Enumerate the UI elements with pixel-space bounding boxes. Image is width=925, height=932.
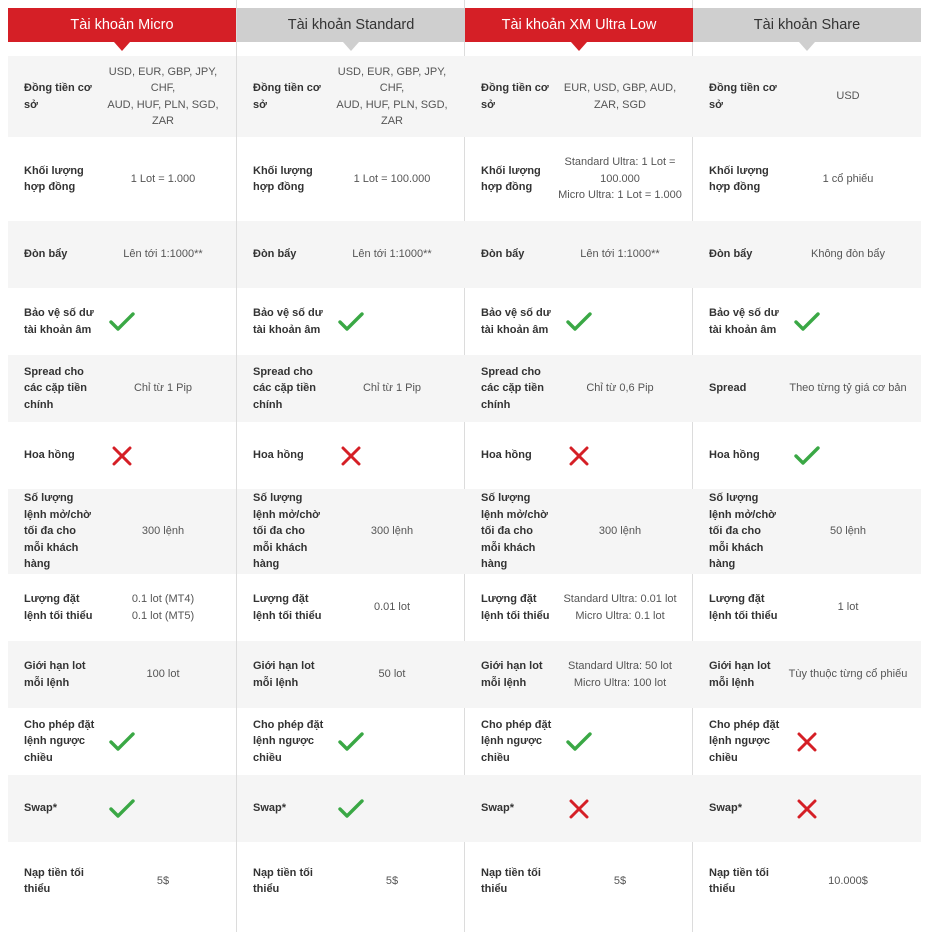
row-label: Swap* [24, 802, 58, 815]
row-label: Swap* [253, 802, 287, 815]
account-column-standard [237, 0, 465, 932]
row-value: 1 cổ phiếu [822, 172, 874, 185]
row-label: Đồng tiền cơ sở [481, 82, 549, 111]
row-label: Swap* [481, 802, 515, 815]
row-value: USD [836, 90, 860, 103]
cross-icon [793, 797, 821, 821]
check-icon [565, 310, 593, 334]
tab-pointer [343, 42, 359, 51]
row-label: Giới hạn lot mỗi lệnh [253, 660, 315, 689]
table-row [693, 641, 921, 708]
table-row [237, 775, 465, 842]
row-label: Đồng tiền cơ sở [24, 82, 92, 111]
check-icon [793, 310, 821, 334]
table-row [465, 288, 693, 355]
account-tab-standard[interactable] [237, 8, 465, 42]
table-row [465, 574, 693, 641]
table-row [8, 641, 236, 708]
check-icon [337, 797, 365, 821]
table-row [693, 842, 921, 920]
row-label: Hoa hồng [481, 449, 532, 462]
row-label: Số lượng lệnh mở/chờ tối đa cho mỗi khách hàng [481, 492, 548, 571]
cross-icon [565, 444, 593, 468]
row-label: Hoa hồng [24, 449, 75, 462]
row-value: Lên tới 1:1000** [580, 248, 660, 261]
cross-icon [793, 730, 821, 754]
row-label: Lượng đặt lệnh tối thiểu [709, 593, 778, 622]
row-label: Bảo vệ số dư tài khoản âm [24, 307, 94, 336]
row-label: Số lượng lệnh mở/chờ tối đa cho mỗi khách hàng [709, 492, 776, 571]
row-label: Khối lượng hợp đồng [709, 164, 769, 193]
table-row [693, 56, 921, 137]
row-value: 10.000$ [828, 874, 868, 887]
table-row [465, 355, 693, 422]
table-row [465, 137, 693, 221]
row-label: Khối lượng hợp đồng [253, 164, 313, 193]
row-value: USD, EUR, GBP, JPY, CHF, AUD, HUF, PLN, SGD, ZAR [336, 65, 448, 127]
account-column-share [693, 0, 921, 932]
check-icon [108, 797, 136, 821]
check-icon [565, 730, 593, 754]
table-row [693, 221, 921, 288]
table-row [465, 775, 693, 842]
row-value: 5$ [156, 874, 170, 887]
table-row [8, 422, 236, 489]
check-icon [337, 730, 365, 754]
tab-pointer [799, 42, 815, 51]
check-icon [793, 444, 821, 468]
row-value: 5$ [613, 874, 627, 887]
row-value: Theo từng tỷ giá cơ bản [789, 382, 907, 395]
row-value: 5$ [385, 874, 399, 887]
row-label: Bảo vệ số dư tài khoản âm [709, 307, 779, 336]
table-row [693, 574, 921, 641]
table-row [465, 842, 693, 920]
row-label: Số lượng lệnh mở/chờ tối đa cho mỗi khách hàng [24, 492, 91, 571]
account-tab-title: Tài khoản Standard [287, 17, 415, 33]
row-value: 1 Lot = 100.000 [353, 172, 431, 185]
row-label: Khối lượng hợp đồng [481, 164, 541, 193]
table-row [693, 137, 921, 221]
table-row [465, 221, 693, 288]
row-label: Nạp tiền tối thiểu [709, 866, 769, 895]
table-row [8, 56, 236, 137]
table-row [8, 574, 236, 641]
table-row [693, 775, 921, 842]
table-row [465, 641, 693, 708]
row-label: Spread cho các cặp tiền chính [481, 365, 544, 411]
row-label: Số lượng lệnh mở/chờ tối đa cho mỗi khách hàng [253, 492, 320, 571]
table-row [237, 489, 465, 574]
row-label: Spread cho các cặp tiền chính [24, 365, 87, 411]
row-value: 300 lệnh [141, 525, 185, 538]
table-row [8, 288, 236, 355]
row-value: Chỉ từ 1 Pip [133, 382, 193, 395]
table-row [237, 288, 465, 355]
check-icon [337, 310, 365, 334]
row-label: Lượng đặt lệnh tối thiểu [24, 593, 93, 622]
check-icon [108, 730, 136, 754]
row-label: Đồng tiền cơ sở [253, 82, 321, 111]
account-tab-title: Tài khoản Share [753, 17, 861, 33]
row-label: Hoa hồng [709, 449, 760, 462]
account-column-micro [8, 0, 236, 932]
row-value: Standard Ultra: 50 lot Micro Ultra: 100 lot [568, 660, 672, 689]
account-column-ultra-low [465, 0, 693, 932]
table-row [693, 355, 921, 422]
row-label: Spread cho các cặp tiền chính [253, 365, 316, 411]
table-row [8, 775, 236, 842]
cross-icon [337, 444, 365, 468]
table-row [8, 842, 236, 920]
row-label: Cho phép đặt lệnh ngược chiều [709, 718, 780, 764]
row-label: Đòn bẩy [24, 248, 68, 261]
table-row [465, 422, 693, 489]
table-row [237, 422, 465, 489]
table-row [8, 708, 236, 775]
row-label: Giới hạn lot mỗi lệnh [481, 660, 543, 689]
table-row [237, 56, 465, 137]
row-label: Đòn bẩy [481, 248, 525, 261]
table-row [465, 56, 693, 137]
row-value: Standard Ultra: 0.01 lot Micro Ultra: 0.1 lot [563, 593, 677, 622]
table-row [693, 708, 921, 775]
row-label: Cho phép đặt lệnh ngược chiều [481, 718, 552, 764]
row-label: Spread [709, 382, 747, 395]
table-row [8, 221, 236, 288]
row-value: Standard Ultra: 1 Lot = 100.000 Micro Ultra: 1 Lot = 1.000 [558, 156, 682, 202]
row-label: Swap* [709, 802, 743, 815]
tab-pointer [114, 42, 130, 51]
row-value: 300 lệnh [370, 525, 414, 538]
row-value: 300 lệnh [598, 525, 642, 538]
account-tab-micro[interactable] [8, 8, 236, 42]
row-value: 0.01 lot [373, 601, 411, 614]
table-row [8, 489, 236, 574]
table-row [8, 137, 236, 221]
row-label: Nạp tiền tối thiểu [481, 866, 541, 895]
check-icon [108, 310, 136, 334]
row-value: Lên tới 1:1000** [352, 248, 432, 261]
row-label: Hoa hồng [253, 449, 304, 462]
row-label: Bảo vệ số dư tài khoản âm [481, 307, 551, 336]
table-row [8, 355, 236, 422]
row-value: Chỉ từ 0,6 Pip [586, 382, 654, 395]
table-row [237, 708, 465, 775]
row-value: 50 lot [378, 668, 406, 681]
row-label: Đồng tiền cơ sở [709, 82, 777, 111]
row-label: Nạp tiền tối thiểu [253, 866, 313, 895]
table-row [465, 708, 693, 775]
row-label: Lượng đặt lệnh tối thiểu [481, 593, 550, 622]
cross-icon [108, 444, 136, 468]
row-label: Đòn bẩy [253, 248, 297, 261]
row-value: 0.1 lot (MT4) 0.1 lot (MT5) [131, 593, 195, 622]
row-value: 50 lệnh [829, 525, 867, 538]
table-row [465, 489, 693, 574]
account-tab-share[interactable] [693, 8, 921, 42]
table-row [237, 574, 465, 641]
row-value: Lên tới 1:1000** [123, 248, 203, 261]
table-row [237, 221, 465, 288]
account-tab-title: Tài khoản XM Ultra Low [501, 17, 657, 33]
row-label: Đòn bẩy [709, 248, 753, 261]
row-value: EUR, USD, GBP, AUD, ZAR, SGD [563, 82, 677, 111]
row-label: Giới hạn lot mỗi lệnh [709, 660, 771, 689]
table-row [693, 422, 921, 489]
row-label: Giới hạn lot mỗi lệnh [24, 660, 86, 689]
row-label: Khối lượng hợp đồng [24, 164, 84, 193]
row-label: Nạp tiền tối thiểu [24, 866, 84, 895]
table-row [237, 355, 465, 422]
row-value: 1 Lot = 1.000 [130, 172, 196, 185]
row-label: Bảo vệ số dư tài khoản âm [253, 307, 323, 336]
row-value: 100 lot [146, 668, 180, 681]
table-row [237, 842, 465, 920]
account-tab-title: Tài khoản Micro [70, 17, 174, 33]
row-value: Không đòn bẩy [810, 248, 885, 261]
row-label: Cho phép đặt lệnh ngược chiều [24, 718, 95, 764]
row-value: Chỉ từ 1 Pip [362, 382, 422, 395]
row-label: Lượng đặt lệnh tối thiểu [253, 593, 322, 622]
row-label: Cho phép đặt lệnh ngược chiều [253, 718, 324, 764]
row-value: USD, EUR, GBP, JPY, CHF, AUD, HUF, PLN, SGD, ZAR [107, 65, 219, 127]
tab-pointer [571, 42, 587, 51]
table-row [693, 288, 921, 355]
account-tab-ultra-low[interactable] [465, 8, 693, 42]
row-value: Tùy thuộc từng cổ phiếu [788, 668, 908, 681]
cross-icon [565, 797, 593, 821]
table-row [237, 137, 465, 221]
table-row [237, 641, 465, 708]
table-row [693, 489, 921, 574]
row-value: 1 lot [837, 601, 859, 614]
